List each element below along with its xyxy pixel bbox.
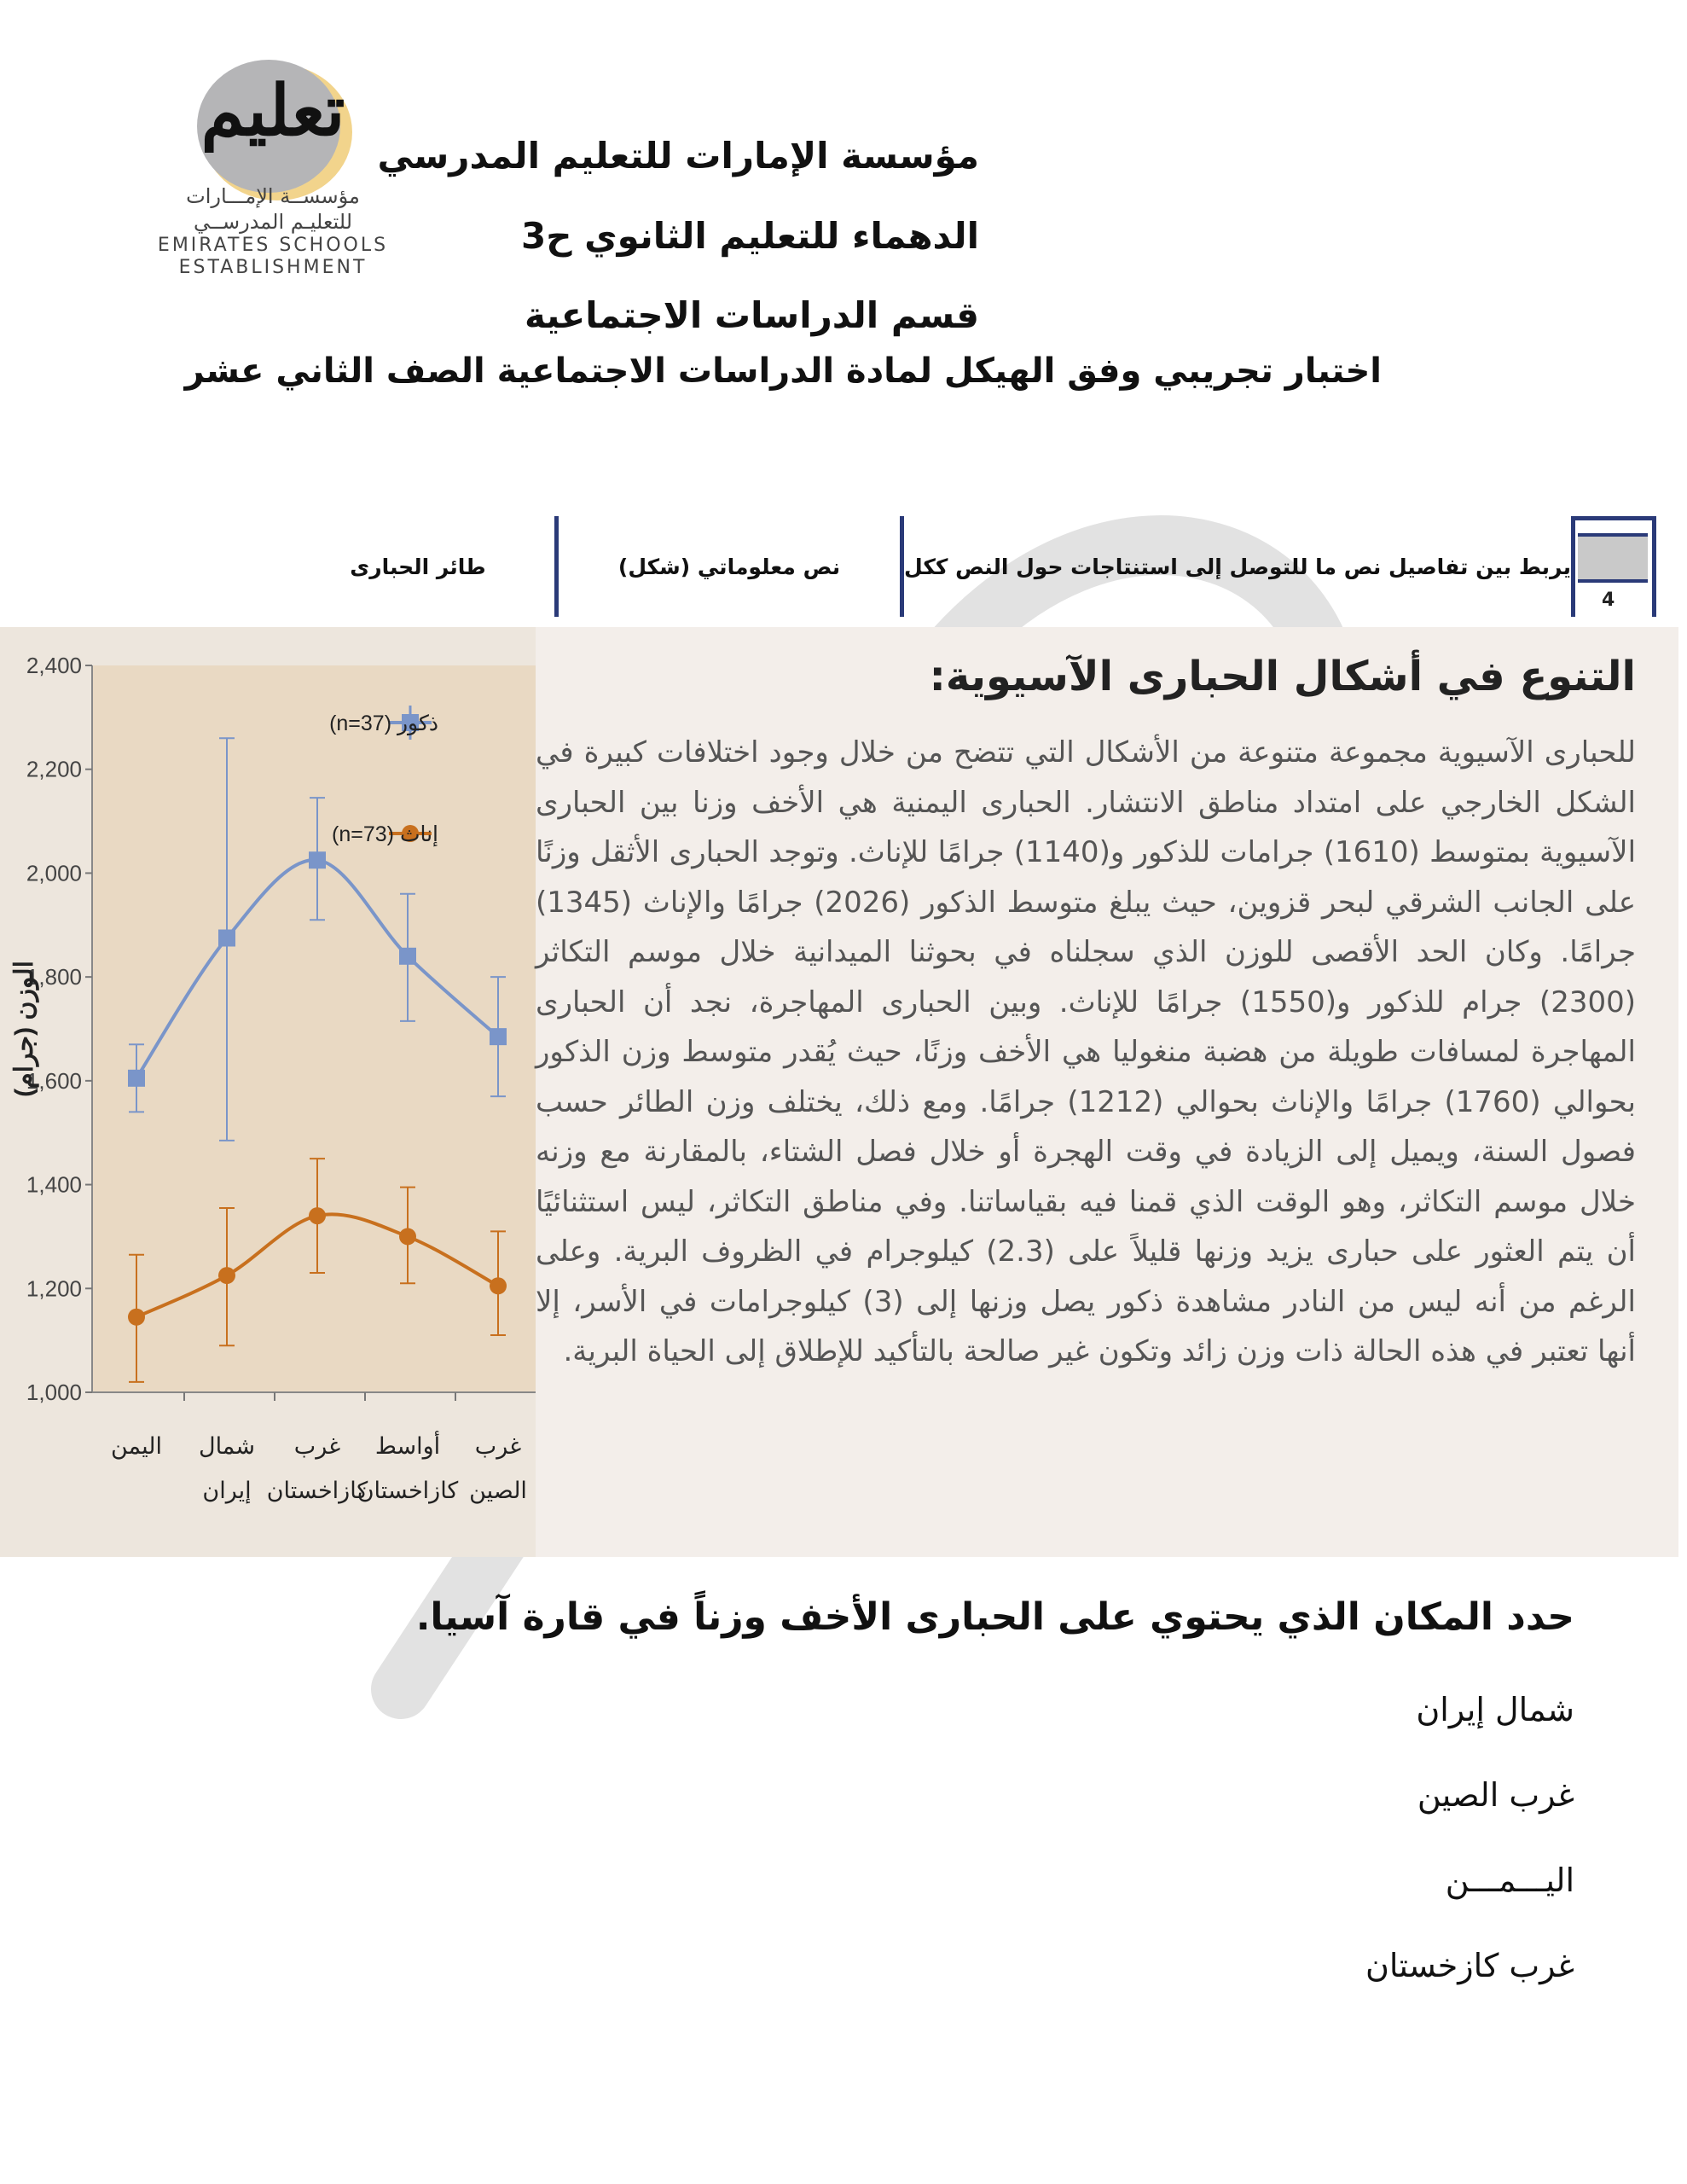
spec-table <box>281 516 1656 617</box>
y-axis-label: الوزن (جرام) <box>10 961 38 1097</box>
header-institution: مؤسسة الإمارات للتعليم المدرسي <box>377 135 979 177</box>
spec-topic: طائر الحبارى <box>350 554 486 579</box>
legend-label: ذكور (n=37) <box>329 712 438 735</box>
question-number-box <box>1571 516 1656 617</box>
logo-caption <box>145 183 401 279</box>
answer-option-3[interactable]: اليـــمـــن <box>1445 1862 1574 1899</box>
y-tick-label: 1,600 <box>26 1067 82 1094</box>
logo-name-en-2: ESTABLISHMENT <box>178 257 368 278</box>
x-tick-label: شمال <box>198 1433 256 1459</box>
chart-panel <box>0 627 546 1557</box>
answer-option-4[interactable]: غرب كازخستان <box>1365 1947 1574 1984</box>
legend-label: إناث (n=73) <box>332 822 438 846</box>
y-tick-label: 2,000 <box>26 860 82 886</box>
question-number: 4 <box>1602 590 1615 611</box>
data-point-male <box>218 930 235 947</box>
y-tick-label: 1,800 <box>26 964 82 990</box>
data-point-male <box>128 1070 145 1087</box>
logo-name-ar-1: مؤسســة الإمـــارات <box>186 184 360 208</box>
logo-name-en-1: EMIRATES SCHOOLS <box>157 235 389 256</box>
source-panel <box>0 627 1687 1557</box>
data-point-male <box>490 1028 507 1045</box>
header-department: قسم الدراسات الاجتماعية <box>524 294 979 336</box>
plot-area <box>92 665 537 1392</box>
data-point-female <box>218 1267 235 1284</box>
y-tick-label: 2,400 <box>26 653 82 678</box>
article-panel <box>536 627 1678 1557</box>
article-body: للحبارى الآسيوية مجموعة متنوعة من الأشكال التي تتضح من خلال وجود اختلافات كبيرة في الشكل الخارجي على امتداد مناطق الانتشار. الحبارى اليمنية هي الأخف وزنا بين الحبارى الآسيوية بمتوسط (1610) جرامات للذكور و(1140) جرامًا للإناث. وتوجد الحبارى الأثقل وزنًا على الجانب الشرقي لبحر قزوين، حيث يبلغ متوسط الذكور (2026) جرامًا والإناث (1345) جرامًا. وكان الحد الأقصى للوزن الذي سجلناه في بحوثنا الميدانية خلال موسم التكاثر (2300) جرام للذكور و(1550) جرامًا للإناث. وبين الحبارى المهاجرة، نجد أن الحبارى المهاجرة لمسافات طويلة من هضبة منغوليا هي الأخف وزنًا، حيث يُقدر متوسط وزن الذكور بحوالي (1760) جرامًا والإناث بحوالي (1212) جرامًا. ومع ذلك، يختلف وزن الطائر حسب فصول السنة، ويميل إلى الزيادة في وقت الهجرة أو خلال فصل الشتاء، بالمقارنة مع وزنه خلال موسم التكاثر، وهو الوقت الذي قمنا فيه بقياساتنا. وفي مناطق التكاثر، ليس استثنائيًا أن يتم العثور على حبارى يزيد وزنها قليلاً على (2.3) كيلوجرام في الظروف البرية. وعلى الرغم من أنه ليس من النادر مشاهدة ذكور يصل وزنها إلى (3) كيلوجرامات في الأسر، إلا أنها تعتبر في هذه الحالة ذات وزن زائد وتكون غير صالحة بالتأكيد للإطلاق إلى الحياة البرية. <box>536 735 1637 1368</box>
article-title: التنوع في أشكال الحبارى الآسيوية: <box>929 653 1636 700</box>
header-school: الدهماء للتعليم الثانوي ح3 <box>521 215 979 257</box>
logo-wordmark: تعليم <box>200 73 345 150</box>
x-tick-label: غرب <box>293 1433 341 1459</box>
spec-source-type: نص معلوماتي (شكل) <box>617 554 841 579</box>
data-point-male <box>309 851 326 868</box>
y-tick-label: 1,000 <box>26 1380 82 1405</box>
spec-skill: يربط بين تفاصيل نص ما للتوصل إلى استنتاجات حول النص ككل <box>904 554 1571 579</box>
x-tick-label: اليمن <box>110 1433 163 1459</box>
answer-option-1[interactable]: شمال إيران <box>1416 1691 1574 1728</box>
x-tick-label: كازاخستان <box>357 1478 459 1503</box>
data-point-male <box>399 948 416 965</box>
y-tick-label: 1,200 <box>26 1275 82 1302</box>
answer-option-2[interactable]: غرب الصين <box>1417 1776 1574 1814</box>
x-tick-label: أواسط <box>374 1433 441 1459</box>
weight-chart <box>0 627 546 1557</box>
y-tick-label: 1,400 <box>26 1171 82 1198</box>
exam-subtitle: اختبار تجريبي وفق الهيكل لمادة الدراسات الاجتماعية الصف الثاني عشر <box>184 351 1382 391</box>
x-tick-label: كازاخستان <box>266 1478 368 1503</box>
x-tick-label: الصين <box>469 1478 527 1503</box>
y-tick-label: 2,200 <box>26 756 82 782</box>
data-point-female <box>128 1309 145 1326</box>
x-tick-label: غرب <box>474 1433 522 1459</box>
data-point-female <box>309 1207 326 1224</box>
logo-name-ar-2: للتعليـم المدرســي <box>193 210 353 234</box>
question-prompt: حدد المكان الذي يحتوي على الحبارى الأخف وزناً في قارة آسيا. <box>415 1595 1574 1639</box>
data-point-female <box>490 1277 507 1294</box>
data-point-female <box>399 1228 416 1245</box>
x-tick-label: إيران <box>202 1478 252 1503</box>
